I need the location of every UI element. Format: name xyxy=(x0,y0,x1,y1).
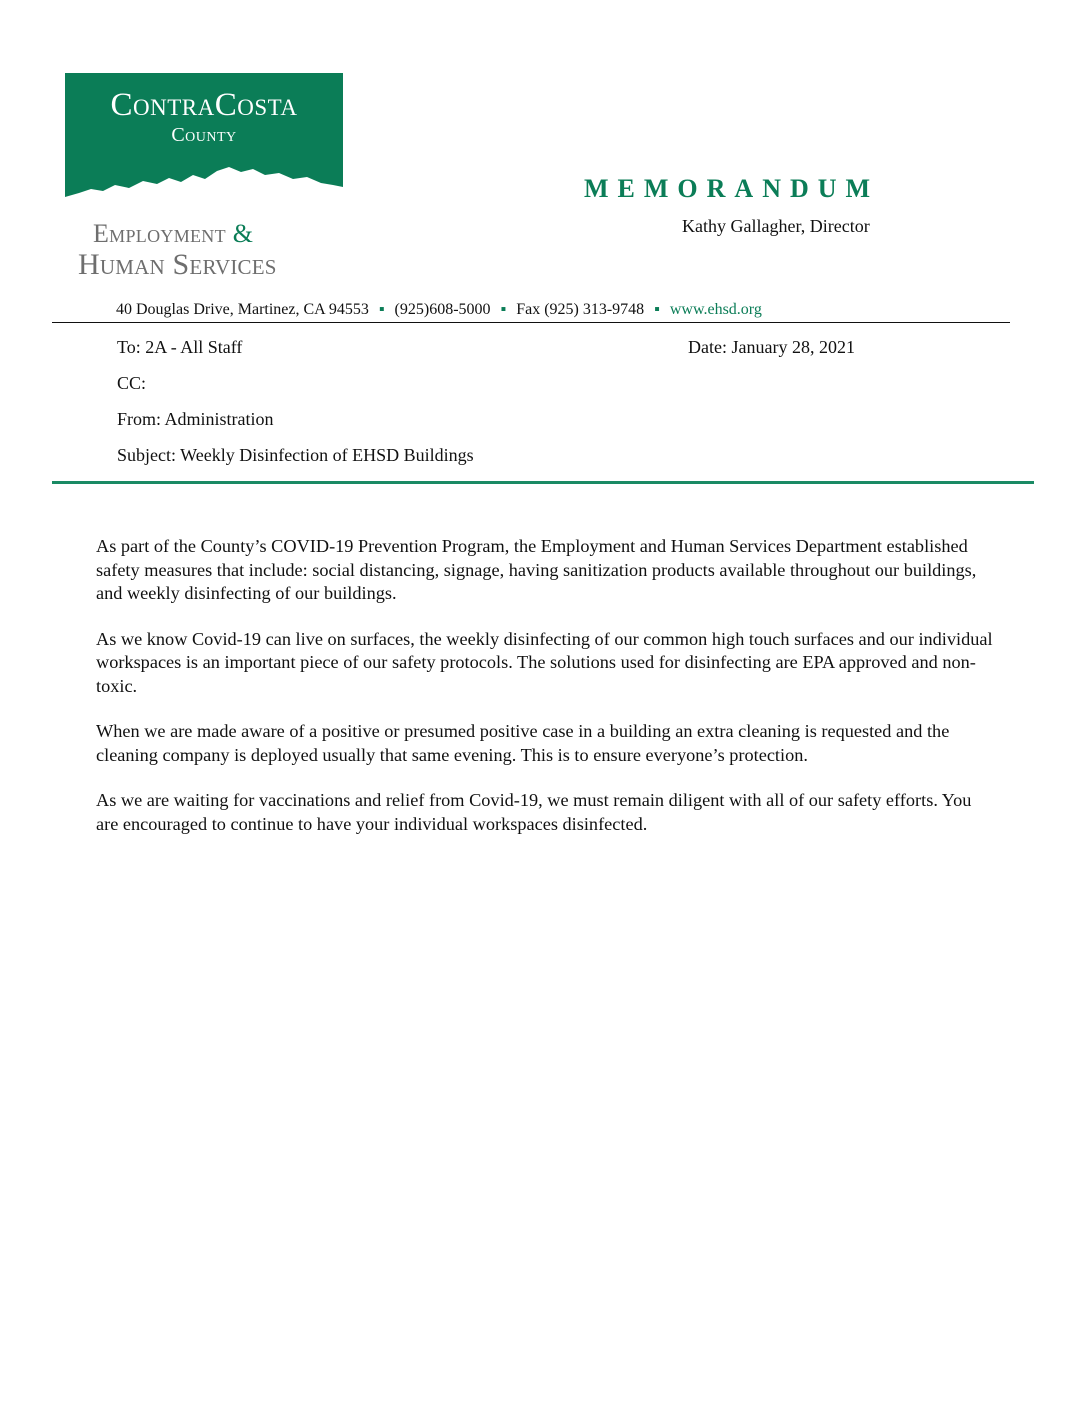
separator-icon: ▪ xyxy=(378,301,385,318)
logo-dept-line1: Employment & xyxy=(93,219,254,248)
logo-county-name: ContraCosta xyxy=(110,87,298,123)
memo-body xyxy=(96,535,996,858)
phone-number: (925)608-5000 xyxy=(394,301,491,318)
logo-dept-line2: Human Services xyxy=(78,248,277,281)
memo-date: Date: January 28, 2021 xyxy=(688,337,855,357)
memo-cc: CC: xyxy=(117,373,147,393)
memo-title: MEMORANDUM xyxy=(584,174,880,203)
street-address: 40 Douglas Drive, Martinez, CA 94553 xyxy=(116,301,369,318)
paragraph: When we are made aware of a positive or presumed positive case in a building an extra cleaning is requested and the cleaning company is deployed usually that same evening. This is to ensure everyone’s protection. xyxy=(96,721,950,765)
memo-subject: Subject: Weekly Disinfection of EHSD Buildings xyxy=(117,445,474,465)
logo-county-label: County xyxy=(171,124,237,146)
memo-to: To: 2A - All Staff xyxy=(117,337,243,357)
website-link[interactable]: www.ehsd.org xyxy=(669,301,762,318)
county-logo xyxy=(65,73,343,213)
paragraph: As we know Covid-19 can live on surfaces, the weekly disinfecting of our common high touch surfaces and our individual workspaces is an important piece of our safety protocols. The solutions used for disinfecting are EPA approved and non-toxic. xyxy=(96,628,993,696)
paragraph: As we are waiting for vaccinations and relief from Covid-19, we must remain diligent with all of our safety efforts. You are encouraged to continue to have your individual workspaces disinfected. xyxy=(96,790,972,834)
separator-icon: ▪ xyxy=(654,301,660,318)
memo-from: From: Administration xyxy=(117,409,274,429)
mountain-icon xyxy=(65,163,343,213)
director-name: Kathy Gallagher, Director xyxy=(682,216,870,236)
paragraph: As part of the County’s COVID-19 Prevention Program, the Employment and Human Services Department established safety measures that include: social distancing, signage, having sanitization products available throughout our buildings, and weekly disinfecting of our buildings. xyxy=(96,536,977,603)
address-line xyxy=(116,301,762,319)
fax-number: Fax (925) 313-9748 xyxy=(516,301,645,318)
subject-divider xyxy=(52,481,1034,484)
header-divider xyxy=(52,322,1010,323)
separator-icon: ▪ xyxy=(500,301,507,318)
